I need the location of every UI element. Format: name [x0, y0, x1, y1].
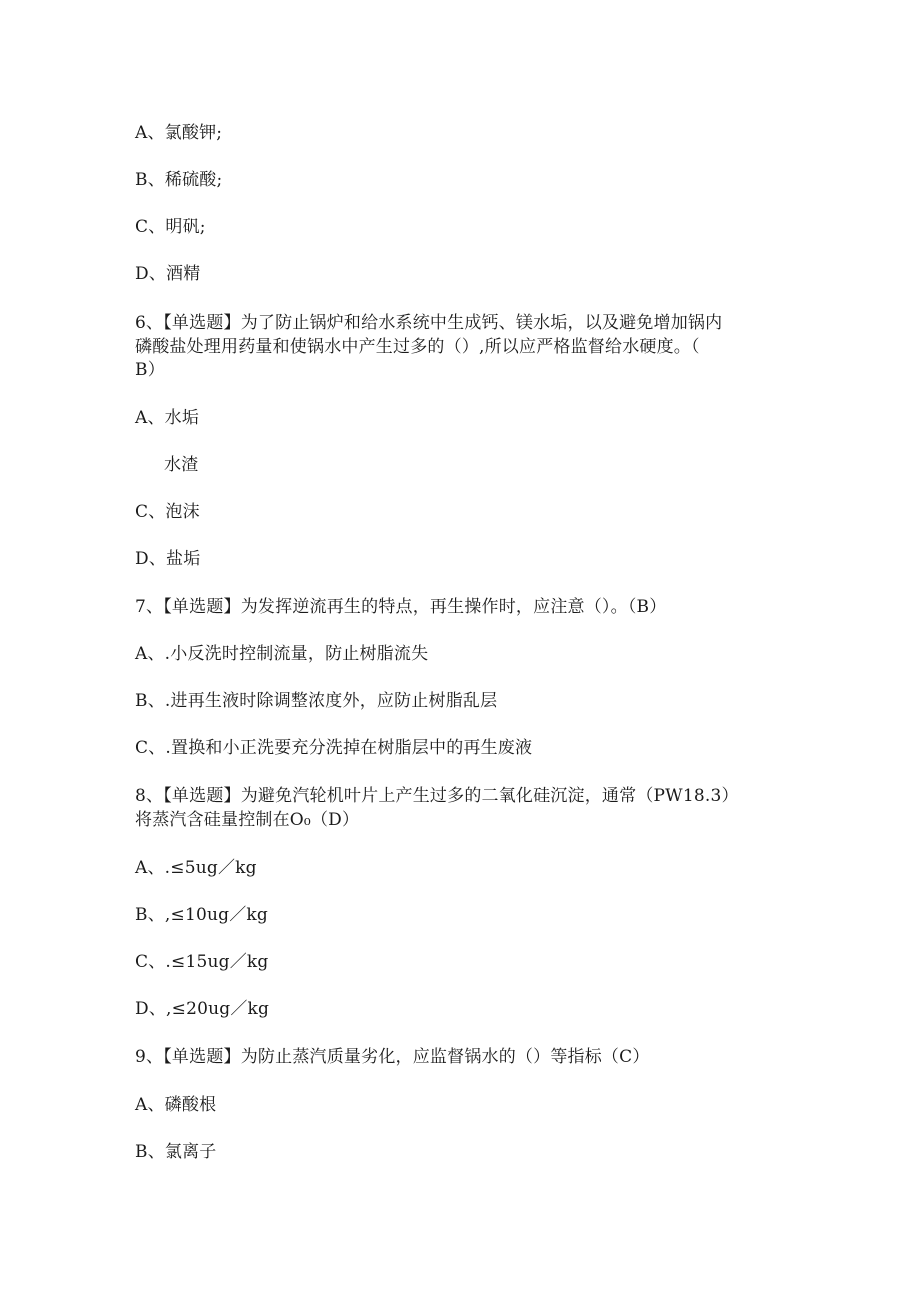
option-8c: C、.≤15ug／kg: [135, 952, 269, 972]
question-8-line-2: 将蒸汽含硅量控制在O₀（D）: [135, 810, 360, 830]
option-5a: A、氯酸钾;: [135, 123, 223, 143]
option-5c: C、明矾;: [135, 217, 206, 237]
question-6-line-2: 磷酸盐处理用药量和使锅水中产生过多的（）,所以应严格监督给水硬度。（: [135, 337, 700, 357]
option-5d: D、酒精: [135, 264, 201, 284]
option-6d: D、盐垢: [135, 549, 201, 569]
option-9a: A、磷酸根: [135, 1095, 217, 1115]
option-8b: B、,≤10ug／kg: [135, 905, 268, 925]
question-6-line-1: 6、【单选题】为了防止锅炉和给水系统中生成钙、镁水垢，以及避免增加锅内: [135, 313, 723, 333]
question-9: 9、【单选题】为防止蒸汽质量劣化，应监督锅水的（）等指标（C）: [135, 1047, 650, 1067]
option-7c: C、.置换和小正洗要充分洗掉在树脂层中的再生废液: [135, 738, 533, 758]
question-8-line-1: 8、【单选题】为避免汽轮机叶片上产生过多的二氧化硅沉淀，通常（PW18.3）: [135, 786, 739, 806]
question-7: 7、【单选题】为发挥逆流再生的特点，再生操作时，应注意（）。（B）: [135, 597, 667, 617]
option-8a: A、.≤5ug／kg: [135, 858, 257, 878]
option-7b: B、.进再生液时除调整浓度外，应防止树脂乱层: [135, 691, 498, 711]
option-5b: B、稀硫酸;: [135, 170, 223, 190]
option-8d: D、,≤20ug／kg: [135, 999, 270, 1019]
option-6b: 水渣: [164, 455, 199, 475]
option-9b: B、氯离子: [135, 1142, 217, 1162]
option-7a: A、.小反洗时控制流量，防止树脂流失: [135, 644, 429, 664]
option-6a: A、水垢: [135, 408, 200, 428]
question-6-line-3: B）: [135, 360, 165, 380]
option-6c: C、泡沫: [135, 502, 200, 522]
